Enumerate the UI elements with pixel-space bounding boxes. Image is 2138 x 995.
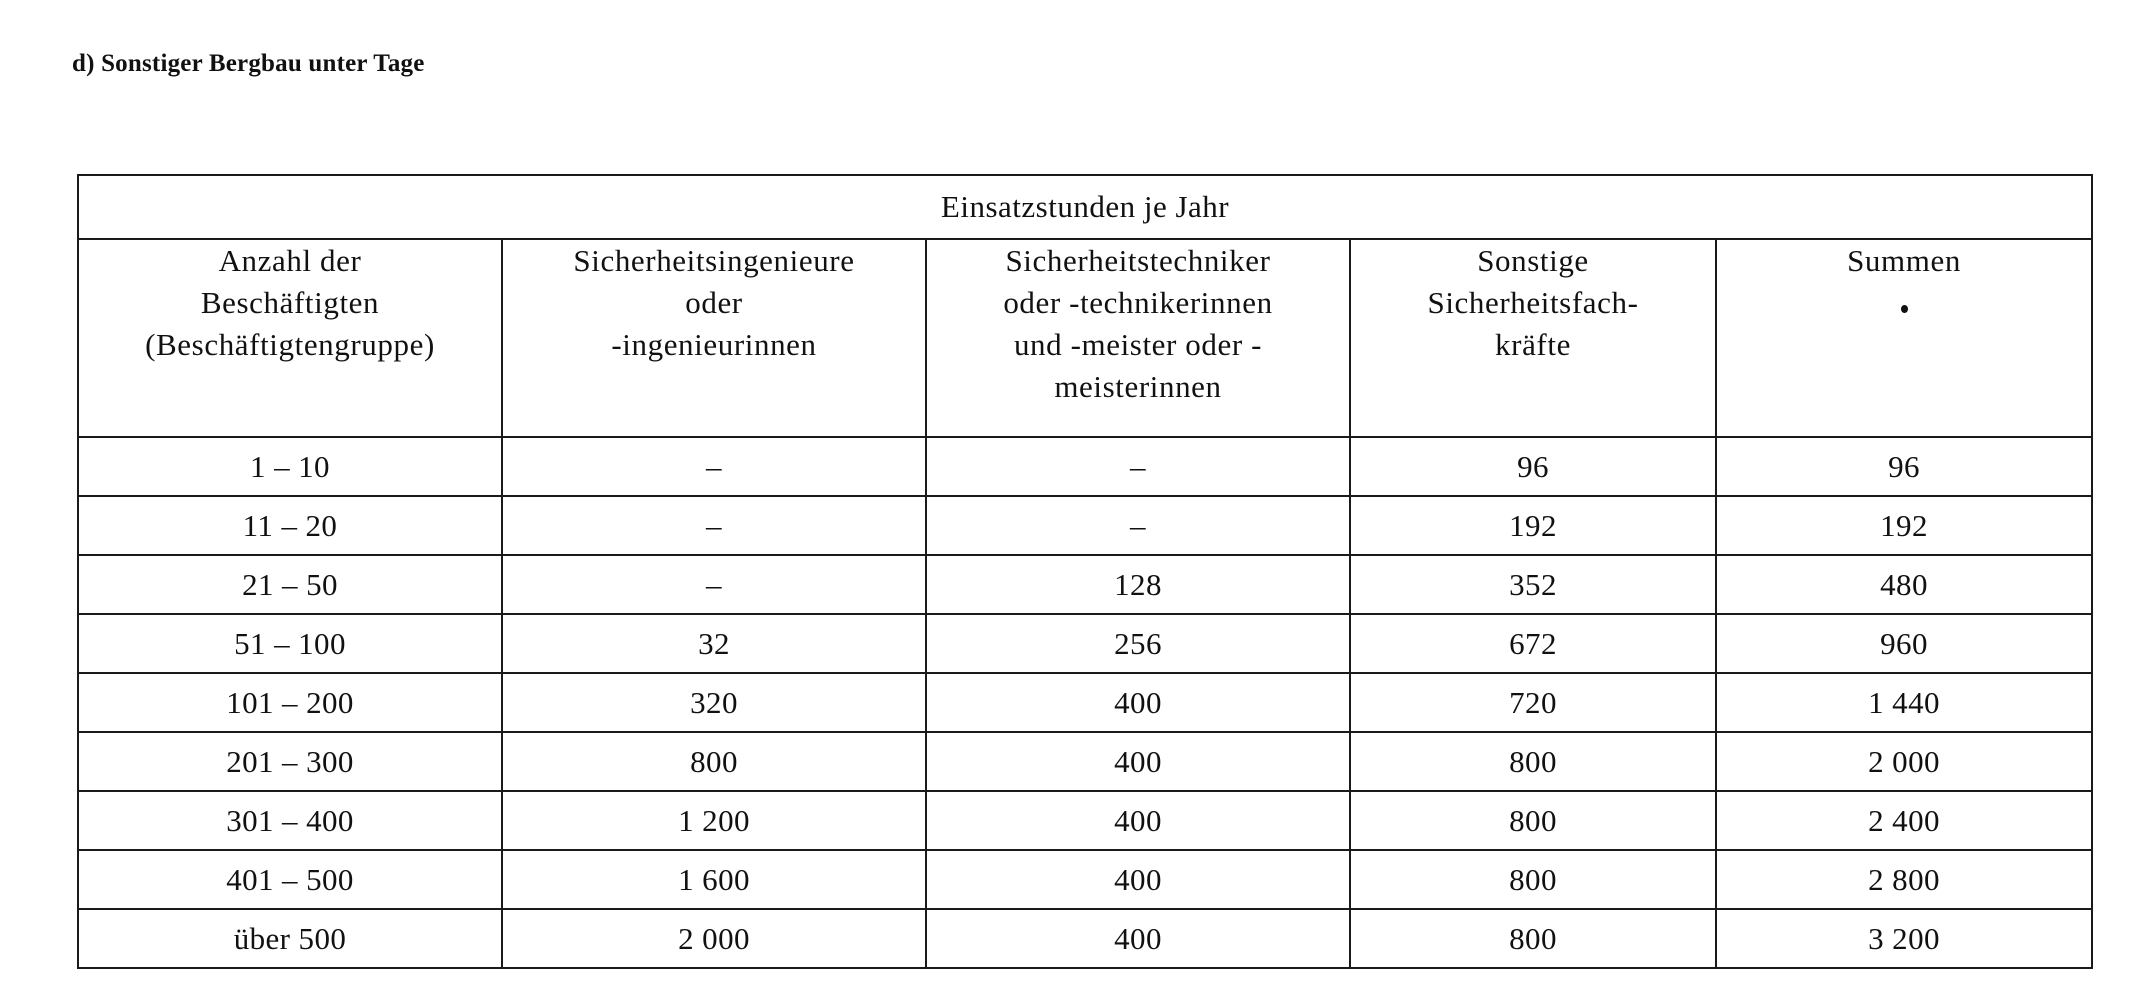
total-hours-cell: 192	[1716, 496, 2092, 555]
engineers-hours-cell: –	[502, 496, 926, 555]
header-line: (Beschäftigtengruppe)	[145, 327, 435, 362]
table-row	[78, 614, 2092, 673]
other-hours-cell: 96	[1350, 437, 1716, 496]
technicians-hours-cell: –	[926, 496, 1350, 555]
engineers-hours-cell: 32	[502, 614, 926, 673]
employee-count-cell: 51 – 100	[78, 614, 502, 673]
engineers-hours-cell: 800	[502, 732, 926, 791]
total-hours-cell: 960	[1716, 614, 2092, 673]
header-line: meisterinnen	[1054, 369, 1222, 404]
employee-count-cell: 101 – 200	[78, 673, 502, 732]
header-safety-engineers	[502, 239, 926, 437]
engineers-hours-cell: 2 000	[502, 909, 926, 968]
technicians-hours-cell: 400	[926, 909, 1350, 968]
total-hours-cell: 480	[1716, 555, 2092, 614]
other-hours-cell: 800	[1350, 909, 1716, 968]
technicians-hours-cell: –	[926, 437, 1350, 496]
header-line: und -meister oder -	[1013, 327, 1263, 362]
total-hours-cell: 2 800	[1716, 850, 2092, 909]
table-caption: Einsatzstunden je Jahr	[78, 175, 2092, 239]
table-row	[78, 909, 2092, 968]
other-hours-cell: 800	[1350, 791, 1716, 850]
employee-count-cell: 301 – 400	[78, 791, 502, 850]
table-row	[78, 850, 2092, 909]
total-hours-cell: 2 400	[1716, 791, 2092, 850]
total-hours-cell: 96	[1716, 437, 2092, 496]
technicians-hours-cell: 128	[926, 555, 1350, 614]
header-line: Sicherheitsingenieure	[573, 243, 855, 278]
other-hours-cell: 800	[1350, 850, 1716, 909]
header-line: oder -technikerinnen	[1003, 285, 1273, 320]
other-hours-cell: 800	[1350, 732, 1716, 791]
table-row	[78, 673, 2092, 732]
working-hours-table	[77, 174, 2093, 969]
total-hours-cell: 3 200	[1716, 909, 2092, 968]
header-line: -ingenieurinnen	[611, 327, 817, 362]
other-hours-cell: 192	[1350, 496, 1716, 555]
header-line: Sonstige	[1477, 243, 1589, 278]
header-totals	[1716, 239, 2092, 437]
header-other-specialists	[1350, 239, 1716, 437]
table-row	[78, 496, 2092, 555]
header-line: oder	[685, 285, 743, 320]
technicians-hours-cell: 400	[926, 850, 1350, 909]
header-line: kräfte	[1495, 327, 1571, 362]
other-hours-cell: 352	[1350, 555, 1716, 614]
employee-count-cell: 401 – 500	[78, 850, 502, 909]
total-hours-cell: 1 440	[1716, 673, 2092, 732]
ink-dot-icon	[1901, 305, 1908, 313]
other-hours-cell: 720	[1350, 673, 1716, 732]
total-hours-cell: 2 000	[1716, 732, 2092, 791]
header-line: Summen	[1847, 243, 1961, 278]
technicians-hours-cell: 400	[926, 791, 1350, 850]
table-body	[78, 437, 2092, 968]
engineers-hours-cell: –	[502, 437, 926, 496]
header-line: Sicherheitsfach-	[1427, 285, 1639, 320]
table-row	[78, 555, 2092, 614]
technicians-hours-cell: 400	[926, 732, 1350, 791]
table-row	[78, 437, 2092, 496]
header-line: Sicherheitstechniker	[1005, 243, 1271, 278]
header-mark	[1723, 282, 2085, 324]
engineers-hours-cell: 1 200	[502, 791, 926, 850]
header-employee-count	[78, 239, 502, 437]
employee-count-cell: 1 – 10	[78, 437, 502, 496]
employee-count-cell: 11 – 20	[78, 496, 502, 555]
table-row	[78, 732, 2092, 791]
engineers-hours-cell: 1 600	[502, 850, 926, 909]
engineers-hours-cell: –	[502, 555, 926, 614]
employee-count-cell: über 500	[78, 909, 502, 968]
table-caption-row	[78, 175, 2092, 239]
header-line: Anzahl der	[218, 243, 362, 278]
header-line: Beschäftigten	[200, 285, 380, 320]
other-hours-cell: 672	[1350, 614, 1716, 673]
employee-count-cell: 21 – 50	[78, 555, 502, 614]
engineers-hours-cell: 320	[502, 673, 926, 732]
technicians-hours-cell: 400	[926, 673, 1350, 732]
employee-count-cell: 201 – 300	[78, 732, 502, 791]
column-header-row	[78, 239, 2092, 437]
section-heading: d) Sonstiger Bergbau unter Tage	[72, 50, 425, 77]
table-row	[78, 791, 2092, 850]
technicians-hours-cell: 256	[926, 614, 1350, 673]
header-safety-technicians	[926, 239, 1350, 437]
